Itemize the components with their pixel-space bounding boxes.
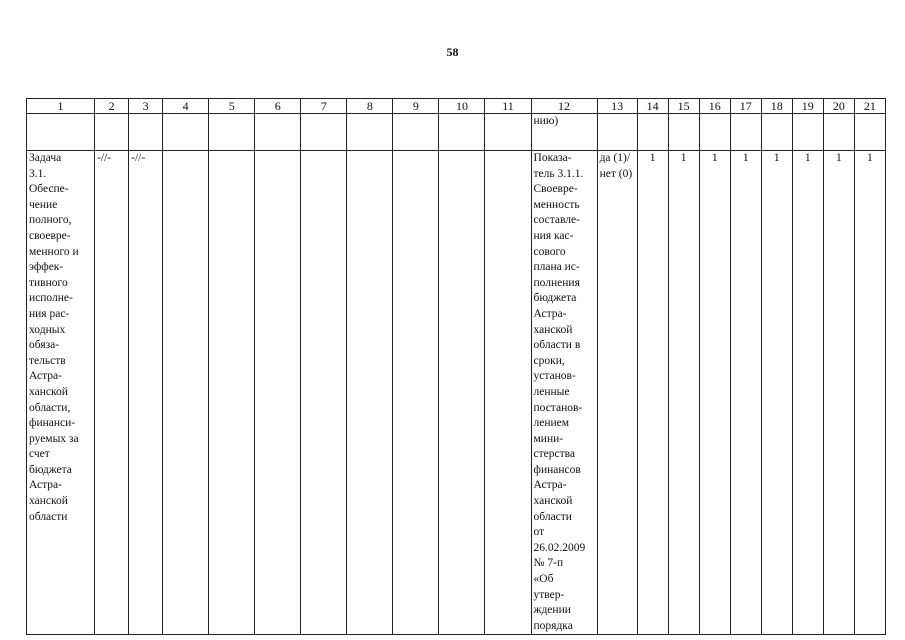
- value-cell: 1: [730, 151, 761, 635]
- table-cell: [854, 114, 885, 151]
- table-cell: [597, 114, 637, 151]
- task-description: Задача 3.1. Обеспе- чение полного, своевре- менного и эффек- тивного исполне- ния рас- ходных обяза- тельств Астра- ханской области, финанси- руемых за счет бюджета Астра- ханской области: [27, 151, 95, 635]
- table-cell: [301, 151, 347, 635]
- continuation-text: нию): [531, 114, 597, 151]
- column-header-11: 11: [485, 99, 531, 114]
- table-cell: [439, 114, 485, 151]
- column-header-3: 3: [129, 99, 163, 114]
- table-cell: [730, 114, 761, 151]
- column-header-9: 9: [393, 99, 439, 114]
- ditto-mark: -//-: [129, 151, 163, 635]
- value-cell: 1: [637, 151, 668, 635]
- column-header-15: 15: [668, 99, 699, 114]
- column-header-6: 6: [255, 99, 301, 114]
- table-cell: [129, 114, 163, 151]
- table-cell: [255, 151, 301, 635]
- table-cell: [95, 114, 129, 151]
- table-cell: [209, 114, 255, 151]
- value-cell: 1: [854, 151, 885, 635]
- column-header-12: 12: [531, 99, 597, 114]
- task-row: [27, 151, 886, 635]
- ditto-mark: -//-: [95, 151, 129, 635]
- column-header-18: 18: [761, 99, 792, 114]
- table-cell: [301, 114, 347, 151]
- table-cell: [27, 114, 95, 151]
- table-cell: [637, 114, 668, 151]
- column-header-2: 2: [95, 99, 129, 114]
- column-header-16: 16: [699, 99, 730, 114]
- value-cell: 1: [823, 151, 854, 635]
- column-header-19: 19: [792, 99, 823, 114]
- table-cell: [699, 114, 730, 151]
- column-number-row: [27, 99, 886, 114]
- column-header-20: 20: [823, 99, 854, 114]
- table-cell: [393, 151, 439, 635]
- column-header-17: 17: [730, 99, 761, 114]
- column-header-14: 14: [637, 99, 668, 114]
- table-cell: [163, 151, 209, 635]
- column-header-7: 7: [301, 99, 347, 114]
- unit-of-measure: да (1)/ нет (0): [597, 151, 637, 635]
- indicators-table: [26, 98, 886, 635]
- table-cell: [347, 151, 393, 635]
- column-header-13: 13: [597, 99, 637, 114]
- table-cell: [255, 114, 301, 151]
- table-cell: [761, 114, 792, 151]
- table-cell: [792, 114, 823, 151]
- table-cell: [485, 114, 531, 151]
- column-header-21: 21: [854, 99, 885, 114]
- table-cell: [485, 151, 531, 635]
- column-header-5: 5: [209, 99, 255, 114]
- column-header-8: 8: [347, 99, 393, 114]
- table-cell: [439, 151, 485, 635]
- value-cell: 1: [699, 151, 730, 635]
- table-cell: [393, 114, 439, 151]
- value-cell: 1: [668, 151, 699, 635]
- table-cell: [668, 114, 699, 151]
- indicator-description: Показа- тель 3.1.1. Своевре- менность составле- ния кас- сового плана ис- полнения бюджета Астра- ханской области в сроки, установ- ленные постанов- лением мини- стерства финансов Астра- ханской области от 26.02.2009 № 7-п «Об утвер- ждении порядка: [531, 151, 597, 635]
- column-header-1: 1: [27, 99, 95, 114]
- table-cell: [209, 151, 255, 635]
- value-cell: 1: [761, 151, 792, 635]
- page-number: 58: [446, 45, 459, 59]
- table-cell: [163, 114, 209, 151]
- continuation-row: [27, 114, 886, 151]
- column-header-4: 4: [163, 99, 209, 114]
- table-cell: [347, 114, 393, 151]
- value-cell: 1: [792, 151, 823, 635]
- table-cell: [823, 114, 854, 151]
- column-header-10: 10: [439, 99, 485, 114]
